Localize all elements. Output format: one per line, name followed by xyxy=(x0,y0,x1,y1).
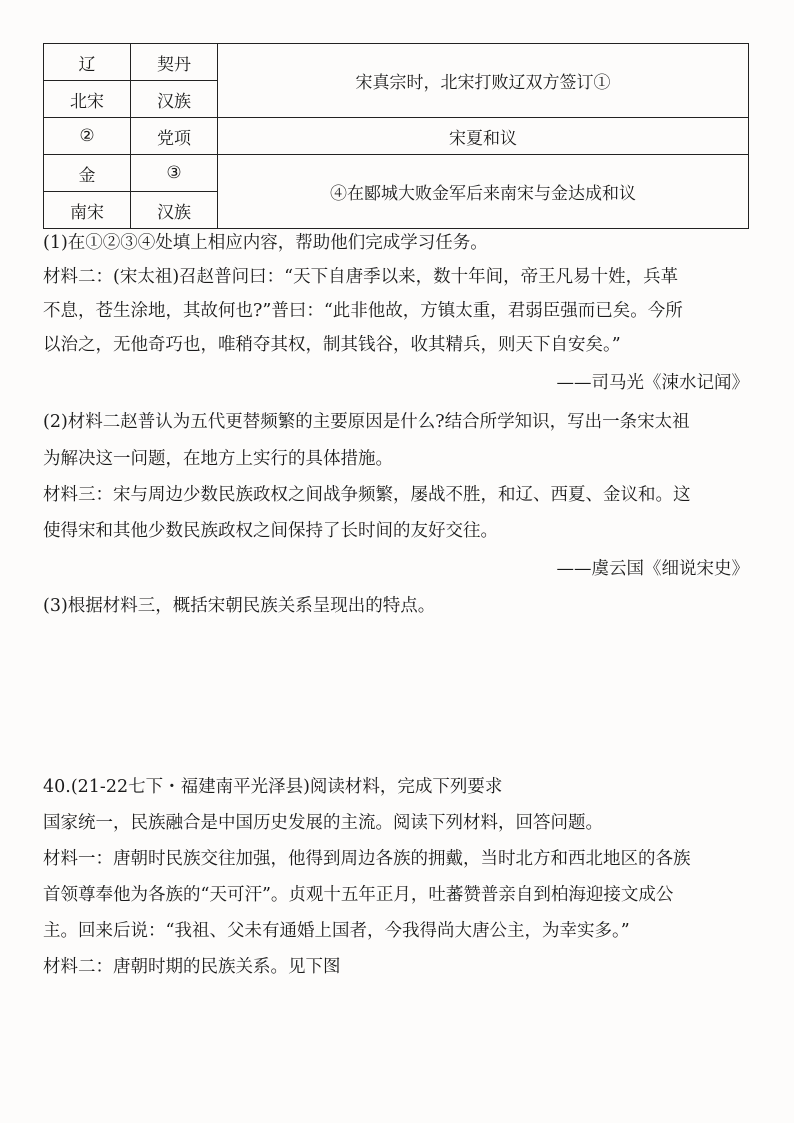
table-row xyxy=(44,155,749,192)
ethnic-cell: 党项 xyxy=(131,118,218,155)
regime-cell: 辽 xyxy=(44,44,131,81)
intro-line: 国家统一，民族融合是中国历史发展的主流。阅读下列材料，回答问题。 xyxy=(43,813,603,833)
question-40-heading: 40.(21-22七下・福建南平光泽县)阅读材料，完成下列要求 xyxy=(43,777,503,797)
table-row xyxy=(44,118,749,155)
event-cell: 宋真宗时，北宋打败辽双方签订① xyxy=(218,44,749,118)
material-3-line: 材料三：宋与周边少数民族政权之间战争频繁，屡战不胜，和辽、西夏、金议和。这 xyxy=(43,485,691,505)
question-2-line: (2)材料二赵普认为五代更替频繁的主要原因是什么?结合所学知识，写出一条宋太祖 xyxy=(43,412,690,432)
ethnic-cell: 契丹 xyxy=(131,44,218,81)
event-cell: ④在郾城大败金军后来南宋与金达成和议 xyxy=(218,155,749,229)
regime-cell: ② xyxy=(44,118,131,155)
material-2-line: 材料二：(宋太祖)召赵普问曰：“天下自唐季以来，数十年间，帝王凡易十姓，兵革 xyxy=(43,267,679,287)
dynasty-table xyxy=(43,43,749,229)
material-1-line: 首领尊奉他为各族的“天可汗”。贞观十五年正月，吐蕃赞普亲自到柏海迎接文成公 xyxy=(43,885,674,905)
material-1-line: 主。回来后说：“我祖、父未有通婚上国者，今我得尚大唐公主，为幸实多。” xyxy=(43,921,630,941)
ethnic-cell: 汉族 xyxy=(131,192,218,229)
ethnic-cell: 汉族 xyxy=(131,81,218,118)
source-citation: ——司马光《涑水记闻》 xyxy=(556,373,749,393)
source-citation: ——虞云国《细说宋史》 xyxy=(556,559,749,579)
question-1: (1)在①②③④处填上相应内容，帮助他们完成学习任务。 xyxy=(43,233,488,253)
table-row xyxy=(44,44,749,81)
material-3-line: 使得宋和其他少数民族政权之间保持了长时间的友好交往。 xyxy=(43,521,498,541)
regime-cell: 金 xyxy=(44,155,131,192)
event-cell: 宋夏和议 xyxy=(218,118,749,155)
material-2-line: 以治之，无他奇巧也，唯稍夺其权，制其钱谷，收其精兵，则天下自安矣。” xyxy=(43,335,621,355)
regime-cell: 南宋 xyxy=(44,192,131,229)
material-2-caption: 材料二：唐朝时期的民族关系。见下图 xyxy=(43,957,341,977)
material-2-line: 不息，苍生涂地，其故何也?”普曰：“此非他故，方镇太重，君弱臣强而已矣。今所 xyxy=(43,301,683,321)
question-3: (3)根据材料三，概括宋朝民族关系呈现出的特点。 xyxy=(43,596,436,616)
ethnic-cell: ③ xyxy=(131,155,218,192)
question-2-line: 为解决这一问题，在地方上实行的具体措施。 xyxy=(43,449,393,469)
material-1-line: 材料一：唐朝时民族交往加强，他得到周边各族的拥戴，当时北方和西北地区的各族 xyxy=(43,849,691,869)
regime-cell: 北宋 xyxy=(44,81,131,118)
